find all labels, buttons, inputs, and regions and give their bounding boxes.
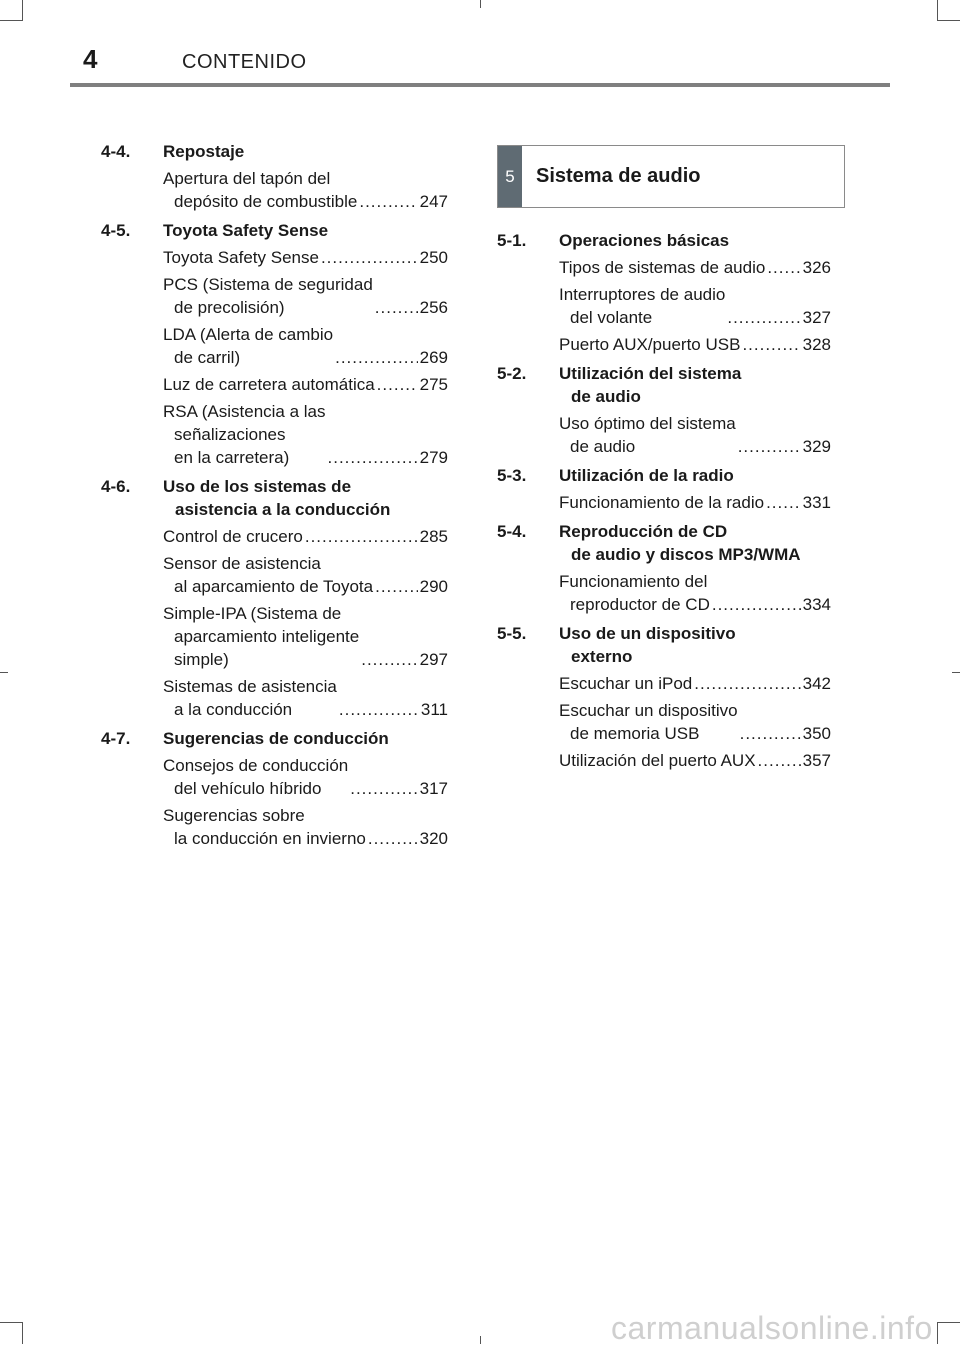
toc-entry[interactable]	[163, 400, 448, 469]
toc-entry[interactable]	[559, 283, 831, 329]
dot-leader	[328, 446, 418, 469]
entry-text	[559, 699, 738, 745]
dot-leader	[712, 593, 801, 616]
entry-text	[163, 602, 359, 671]
entry-line: Sugerencias sobre	[163, 806, 305, 825]
dot-leader	[727, 306, 800, 329]
toc-entry[interactable]	[163, 167, 448, 213]
entry-page-number: 269	[419, 348, 448, 367]
entry-line: Uso óptimo del sistema	[559, 414, 736, 433]
crop-mark	[938, 20, 960, 21]
crop-mark	[480, 1336, 481, 1344]
entry-page-number: 247	[419, 192, 448, 211]
toc-column-right	[497, 229, 831, 778]
toc-entry[interactable]	[163, 525, 448, 548]
entry-line: Apertura del tapón del	[163, 169, 331, 188]
toc-section	[101, 140, 448, 213]
toc-entry[interactable]	[163, 246, 448, 269]
section-number: 5-5.	[497, 624, 527, 643]
section-title-line: externo	[571, 647, 633, 666]
entry-line: la conducción en invierno	[174, 829, 366, 848]
crop-mark	[480, 0, 481, 8]
toc-section	[101, 475, 448, 721]
section-heading[interactable]	[497, 229, 831, 252]
entry-page-number: 320	[419, 829, 448, 848]
entry-line: de memoria USB	[570, 724, 700, 743]
toc-entry[interactable]	[559, 570, 831, 616]
entry-page-number: 334	[802, 595, 831, 614]
dot-leader	[377, 373, 418, 396]
section-title	[559, 362, 741, 408]
entry-line: Luz de carretera automática	[163, 375, 375, 394]
toc-entry[interactable]	[559, 672, 831, 695]
crop-mark	[937, 0, 938, 21]
entry-page-number: 297	[419, 650, 448, 669]
entry-page-number: 275	[419, 375, 448, 394]
dot-leader	[740, 722, 801, 745]
entry-line: reproductor de CD	[570, 595, 710, 614]
dot-leader	[694, 672, 800, 695]
section-title-line: Operaciones básicas	[559, 231, 730, 250]
crop-mark	[0, 1322, 22, 1323]
section-number: 5-1.	[497, 231, 527, 250]
section-heading[interactable]	[497, 520, 831, 566]
page-title: CONTENIDO	[182, 51, 307, 73]
entry-line: de carril)	[174, 348, 241, 367]
entry-line: de audio	[570, 437, 636, 456]
entry-line: a la conducción	[174, 700, 293, 719]
toc-entry[interactable]	[559, 256, 831, 279]
entry-line: Escuchar un iPod	[559, 674, 693, 693]
header-rule	[70, 83, 890, 87]
crop-mark	[0, 20, 22, 21]
toc-entry[interactable]	[163, 323, 448, 369]
section-title-line: Utilización de la radio	[559, 466, 734, 485]
entry-text	[163, 246, 319, 269]
entry-text	[559, 283, 725, 329]
entry-line: al aparcamiento de Toyota	[174, 577, 374, 596]
entry-page-number: 285	[419, 527, 448, 546]
toc-entry[interactable]	[559, 412, 831, 458]
toc-section	[101, 219, 448, 469]
section-title-line: Toyota Safety Sense	[163, 221, 329, 240]
watermark: carmanualsonline.info	[611, 1310, 933, 1346]
crop-mark	[938, 1322, 960, 1323]
dot-leader	[335, 346, 418, 369]
toc-entry[interactable]	[163, 552, 448, 598]
section-title-line: Uso de un dispositivo	[559, 624, 736, 643]
entry-text	[163, 167, 357, 213]
dot-leader	[359, 190, 417, 213]
entry-page-number: 357	[802, 751, 831, 770]
toc-entry[interactable]	[163, 373, 448, 396]
crop-mark	[22, 1322, 23, 1344]
section-heading[interactable]	[101, 475, 448, 521]
section-number: 4-5.	[101, 221, 131, 240]
dot-leader	[738, 435, 801, 458]
section-title-line: Uso de los sistemas de	[163, 477, 352, 496]
toc-entry[interactable]	[559, 699, 831, 745]
toc-column-left	[101, 140, 448, 856]
section-title	[559, 622, 736, 668]
entry-page-number: 342	[802, 674, 831, 693]
entry-line: RSA (Asistencia a las	[163, 402, 326, 421]
toc-entry[interactable]	[163, 754, 448, 800]
entry-line: Interruptores de audio	[559, 285, 726, 304]
section-title	[163, 727, 389, 750]
entry-text	[163, 525, 303, 548]
section-number: 4-6.	[101, 477, 131, 496]
crop-mark	[952, 672, 960, 673]
toc-entry[interactable]	[163, 675, 448, 721]
section-heading[interactable]	[497, 622, 831, 668]
dot-leader	[767, 256, 800, 279]
toc-entry[interactable]	[559, 333, 831, 356]
dot-leader	[758, 749, 801, 772]
section-heading[interactable]	[101, 140, 448, 163]
crop-mark	[937, 1322, 938, 1344]
entry-page-number: 290	[419, 577, 448, 596]
toc-entry[interactable]	[163, 273, 448, 319]
section-title	[163, 219, 328, 242]
section-number: 4-7.	[101, 729, 131, 748]
entry-page-number: 250	[419, 248, 448, 267]
toc-section	[101, 727, 448, 850]
toc-section	[497, 520, 831, 616]
crop-mark	[22, 0, 23, 21]
entry-line: del vehículo híbrido	[174, 779, 322, 798]
entry-line: simple)	[174, 650, 229, 669]
entry-page-number: 328	[802, 335, 831, 354]
entry-text	[163, 675, 337, 721]
entry-line: Sistemas de asistencia	[163, 677, 337, 696]
section-title	[163, 475, 390, 521]
entry-line: Puerto AUX/puerto USB	[559, 335, 741, 354]
entry-text	[163, 323, 333, 369]
dot-leader	[375, 575, 418, 598]
entry-page-number: 256	[419, 298, 448, 317]
entry-line: del volante	[570, 308, 653, 327]
section-title-line: de audio	[571, 387, 641, 406]
section-number: 5-2.	[497, 364, 527, 383]
toc-section	[497, 362, 831, 458]
toc-entry[interactable]	[559, 749, 831, 772]
entry-page-number: 327	[802, 308, 831, 327]
dot-leader	[339, 698, 419, 721]
section-title-line: Repostaje	[163, 142, 245, 161]
section-number: 4-4.	[101, 142, 131, 161]
entry-line: Tipos de sistemas de audio	[559, 258, 766, 277]
section-number: 5-4.	[497, 522, 527, 541]
entry-line: Simple-IPA (Sistema de	[163, 604, 342, 623]
section-title	[163, 140, 244, 163]
section-title	[559, 520, 801, 566]
entry-text	[559, 749, 756, 772]
dot-leader	[742, 333, 800, 356]
toc-section	[497, 622, 831, 772]
entry-line: Consejos de conducción	[163, 756, 349, 775]
toc-section	[497, 229, 831, 356]
section-heading[interactable]	[101, 219, 448, 242]
entry-page-number: 331	[802, 493, 831, 512]
entry-text	[559, 412, 736, 458]
section-title	[559, 229, 729, 252]
entry-line: Toyota Safety Sense	[163, 248, 319, 267]
crop-mark	[0, 672, 8, 673]
dot-leader	[368, 827, 418, 850]
toc-entry[interactable]	[559, 491, 831, 514]
section-title-line: Reproducción de CD	[559, 522, 728, 541]
entry-text	[163, 273, 373, 319]
page-number: 4	[83, 44, 98, 74]
entry-line: depósito de combustible	[174, 192, 358, 211]
entry-page-number: 279	[419, 448, 448, 467]
entry-line: Escuchar un dispositivo	[559, 701, 738, 720]
entry-line: Utilización del puerto AUX	[559, 751, 756, 770]
entry-line: Funcionamiento de la radio	[559, 493, 765, 512]
entry-line: Control de crucero	[163, 527, 303, 546]
dot-leader	[361, 648, 417, 671]
entry-line: PCS (Sistema de seguridad	[163, 275, 373, 294]
entry-page-number: 311	[420, 700, 448, 719]
dot-leader	[321, 246, 418, 269]
entry-text	[163, 804, 366, 850]
section-title-line: Utilización del sistema	[559, 364, 742, 383]
entry-text	[559, 256, 765, 279]
section-heading[interactable]	[101, 727, 448, 750]
dot-leader	[350, 777, 417, 800]
chapter-header	[497, 145, 845, 208]
chapter-number: 5	[498, 146, 522, 207]
entry-page-number: 350	[802, 724, 831, 743]
entry-text	[559, 333, 740, 356]
entry-text	[559, 491, 764, 514]
toc-entry[interactable]	[163, 804, 448, 850]
section-title-line: Sugerencias de conducción	[163, 729, 389, 748]
entry-line: en la carretera)	[174, 448, 290, 467]
section-number: 5-3.	[497, 466, 527, 485]
entry-text	[559, 672, 692, 695]
section-heading[interactable]	[497, 464, 831, 487]
entry-page-number: 329	[802, 437, 831, 456]
entry-text	[163, 400, 326, 469]
dot-leader	[766, 491, 801, 514]
entry-line: de precolisión)	[174, 298, 285, 317]
entry-line: aparcamiento inteligente	[174, 627, 360, 646]
entry-text	[163, 754, 348, 800]
toc-section	[497, 464, 831, 514]
section-title-line: de audio y discos MP3/WMA	[571, 545, 801, 564]
entry-line: Funcionamiento del	[559, 572, 708, 591]
section-title	[559, 464, 734, 487]
entry-page-number: 326	[802, 258, 831, 277]
toc-entry[interactable]	[163, 602, 448, 671]
entry-text	[163, 552, 373, 598]
entry-text	[559, 570, 710, 616]
entry-line: LDA (Alerta de cambio	[163, 325, 334, 344]
entry-line: señalizaciones	[174, 425, 286, 444]
dot-leader	[305, 525, 418, 548]
section-heading[interactable]	[497, 362, 831, 408]
entry-text	[163, 373, 375, 396]
dot-leader	[375, 296, 418, 319]
entry-page-number: 317	[419, 779, 448, 798]
entry-line: Sensor de asistencia	[163, 554, 321, 573]
section-title-line: asistencia a la conducción	[175, 500, 391, 519]
chapter-title: Sistema de audio	[536, 165, 701, 187]
